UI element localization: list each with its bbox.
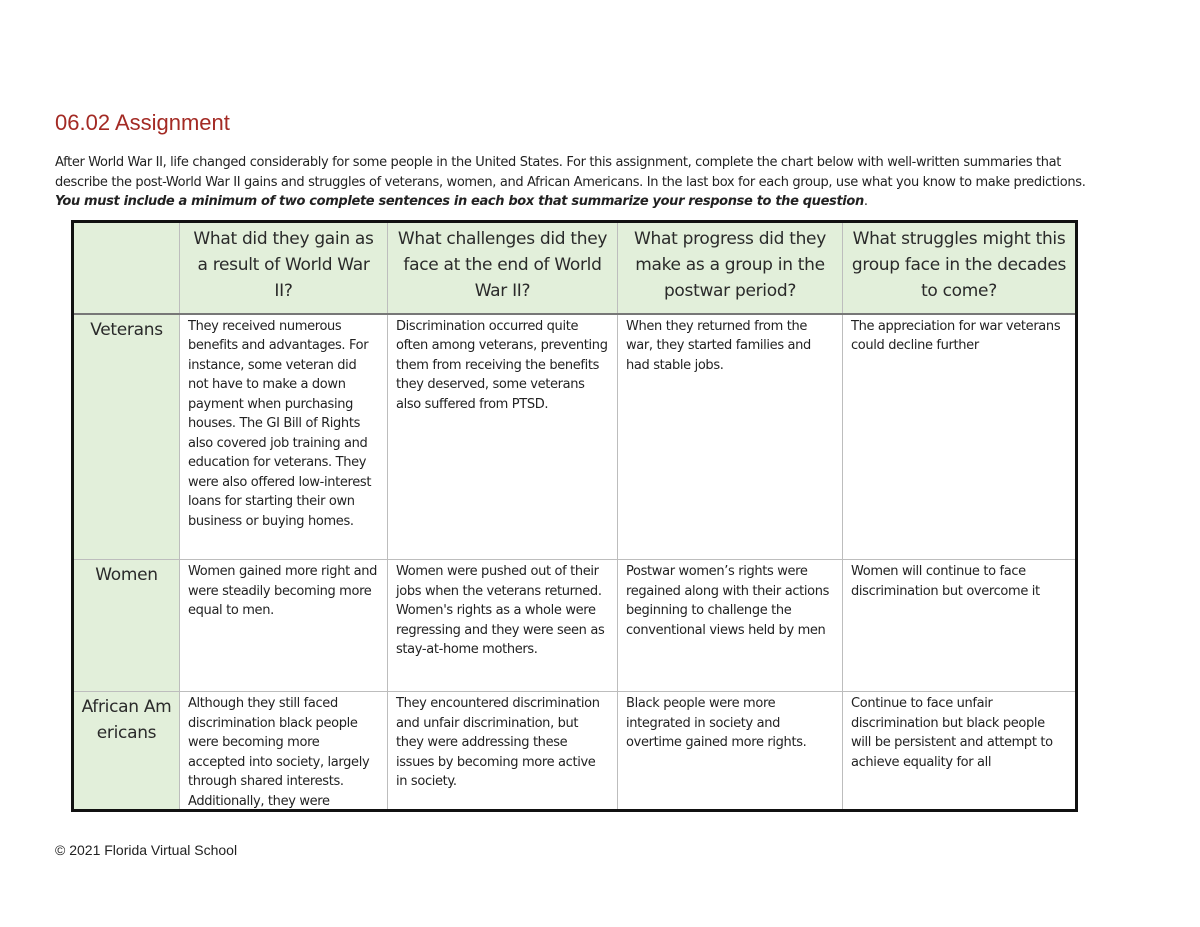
table-cell: They received numerous benefits and advantages. For instance, some veteran did not have to make a down payment when purchasing houses. The GI Bill of Rights also covered job training and education for veterans. They were also offered low-interest loans for starting their own business or buying homes.	[180, 314, 388, 560]
table-cell: Continue to face unfair discrimination but black people will be persistent and attempt to achieve equality for all	[843, 692, 1077, 811]
page-title: 06.02 Assignment	[55, 110, 230, 135]
table-row	[73, 560, 1077, 692]
row-label-veterans: Veterans	[73, 314, 180, 560]
table-cell: Discrimination occurred quite often among veterans, preventing them from receiving the benefits they deserved, some veterans also suffered from PTSD.	[388, 314, 618, 560]
instructions-end: .	[863, 194, 868, 209]
table-row	[73, 314, 1077, 560]
assignment-instructions	[55, 153, 1095, 212]
header-challenges: What challenges did they face at the end of World War II?	[388, 222, 618, 314]
table-cell-text: Although they still faced discrimination black people were becoming more accepted into society, largely through shared interests. Additionally, they were	[188, 696, 370, 809]
row-label-african-americans: African Americans	[73, 692, 180, 811]
header-row	[73, 222, 1077, 314]
header-corner-cell	[73, 222, 180, 314]
table-cell: When they returned from the war, they started families and had stable jobs.	[618, 314, 843, 560]
header-progress: What progress did they make as a group in the postwar period?	[618, 222, 843, 314]
table-row	[73, 692, 1077, 811]
header-future-struggles: What struggles might this group face in the decades to come?	[843, 222, 1077, 314]
table-cell: Postwar women’s rights were regained along with their actions beginning to challenge the conventional views held by men	[618, 560, 843, 692]
table-cell: Women were pushed out of their jobs when the veterans returned. Women's rights as a whole were regressing and they were seen as stay-at-home mothers.	[388, 560, 618, 692]
instructions-text: After World War II, life changed considerably for some people in the United States. For this assignment, complete the chart below with well-written summaries that describe the post-World War II gains and struggles of veterans, women, and African Americans. In the last box for each group, use what you know to make predictions.	[55, 155, 1086, 190]
table-cell: Women will continue to face discrimination but overcome it	[843, 560, 1077, 692]
table-cell: The appreciation for war veterans could decline further	[843, 314, 1077, 560]
table-cell: Women gained more right and were steadily becoming more equal to men.	[180, 560, 388, 692]
header-gains: What did they gain as a result of World War II?	[180, 222, 388, 314]
row-label-women: Women	[73, 560, 180, 692]
table-cell: They encountered discrimination and unfair discrimination, but they were addressing these issues by becoming more active in society.	[388, 692, 618, 811]
instructions-requirement: You must include a minimum of two complete sentences in each box that summarize your response to the question	[55, 194, 864, 209]
table-cell	[180, 692, 388, 811]
assignment-chart	[71, 220, 1078, 812]
copyright-footer: © 2021 Florida Virtual School	[55, 842, 238, 858]
table-cell: Black people were more integrated in society and overtime gained more rights.	[618, 692, 843, 811]
